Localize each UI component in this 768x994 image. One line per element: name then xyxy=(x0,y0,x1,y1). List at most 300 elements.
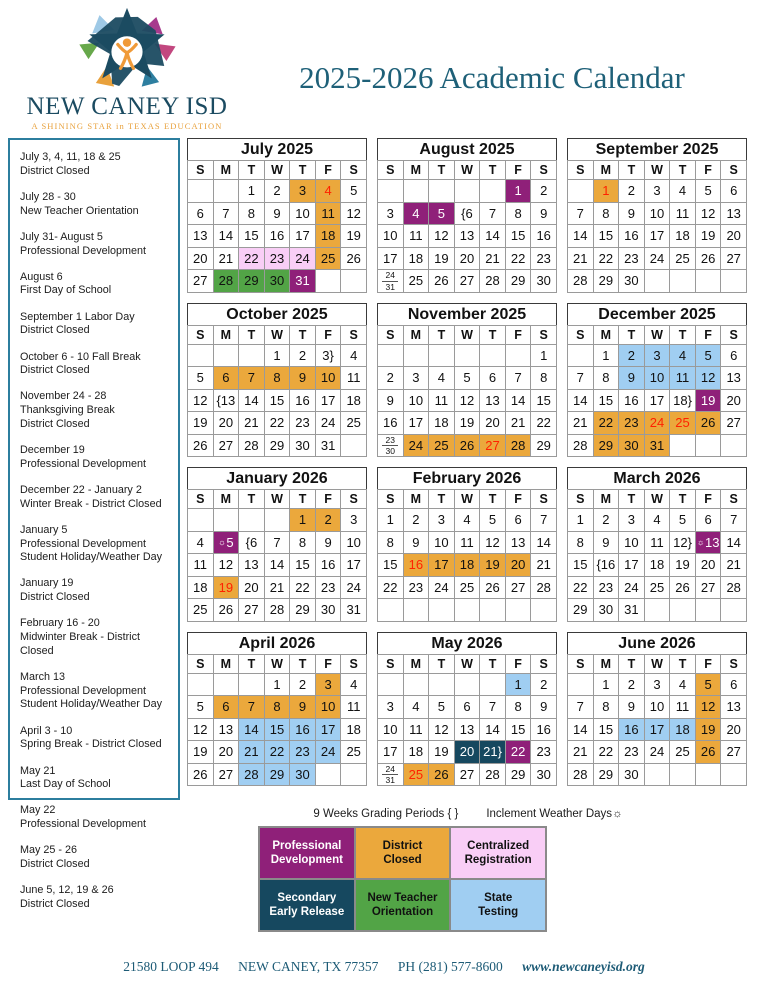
day-cell xyxy=(695,434,721,457)
sidebar-event-line: Professional Development xyxy=(20,684,147,697)
day-cell xyxy=(429,180,455,203)
day-cell: 10 xyxy=(429,531,455,554)
day-cell: 22 xyxy=(593,247,619,270)
day-cell: 29 xyxy=(505,763,531,786)
week-row xyxy=(188,673,367,696)
day-cell: 6 xyxy=(188,202,214,225)
day-cell: 1 xyxy=(568,509,594,532)
day-cell: 2 xyxy=(315,509,341,532)
month-title: February 2026 xyxy=(377,467,557,489)
day-cell: 2 xyxy=(290,344,316,367)
day-cell xyxy=(480,599,506,622)
day-cell: 1 xyxy=(290,509,316,532)
day-cell: 11 xyxy=(644,531,670,554)
day-cell: 17 xyxy=(644,389,670,412)
day-cell: 1 xyxy=(593,180,619,203)
weekday-header: S xyxy=(378,161,404,180)
day-cell: 25 xyxy=(341,741,367,764)
sidebar-event xyxy=(20,577,172,604)
day-cell: 1 xyxy=(264,344,290,367)
day-cell: 2 xyxy=(619,180,645,203)
week-row xyxy=(378,673,557,696)
day-cell: 23 xyxy=(290,741,316,764)
day-cell: 23 xyxy=(290,412,316,435)
day-cell: 11 xyxy=(454,531,480,554)
month-october-2025 xyxy=(187,303,367,458)
day-cell: 2 xyxy=(378,367,404,390)
day-cell: 16 xyxy=(619,718,645,741)
day-cell: 23 xyxy=(619,741,645,764)
day-cell: 26 xyxy=(454,434,480,457)
sidebar-event-line: District Closed xyxy=(20,591,90,604)
day-cell: 4 xyxy=(341,344,367,367)
day-cell: ☼5 xyxy=(213,531,239,554)
day-cell: 17 xyxy=(290,225,316,248)
sidebar-event-line: December 22 - January 2 xyxy=(20,483,142,496)
day-cell: 19 xyxy=(695,718,721,741)
day-cell: 4 xyxy=(315,180,341,203)
day-cell xyxy=(341,763,367,786)
day-cell: 17 xyxy=(378,741,404,764)
day-cell: 20 xyxy=(721,389,747,412)
day-cell: 25 xyxy=(403,763,429,786)
week-row xyxy=(568,344,747,367)
day-cell: 12 xyxy=(213,554,239,577)
day-cell xyxy=(403,599,429,622)
day-cell: 4 xyxy=(403,202,429,225)
weekday-header: W xyxy=(454,490,480,509)
day-cell: 16 xyxy=(315,554,341,577)
day-cell: 22 xyxy=(531,412,557,435)
day-cell: 7 xyxy=(568,367,594,390)
day-cell: 6 xyxy=(454,696,480,719)
day-cell: 13 xyxy=(213,718,239,741)
day-cell: 28 xyxy=(480,270,506,293)
month-table xyxy=(567,325,747,458)
day-cell: 10 xyxy=(644,202,670,225)
day-cell: 9 xyxy=(619,202,645,225)
day-cell: 26 xyxy=(188,763,214,786)
day-cell: 3 xyxy=(378,202,404,225)
day-cell: 30 xyxy=(619,434,645,457)
week-row xyxy=(188,389,367,412)
weekday-header: M xyxy=(593,654,619,673)
day-cell xyxy=(239,673,265,696)
day-cell: 12 xyxy=(454,389,480,412)
sidebar-event-line: October 6 - 10 Fall Break xyxy=(20,350,141,363)
weekday-header: T xyxy=(619,161,645,180)
weekday-header: T xyxy=(429,325,455,344)
month-title: August 2025 xyxy=(377,138,557,160)
day-cell xyxy=(670,434,696,457)
day-cell xyxy=(188,344,214,367)
day-cell: 8 xyxy=(505,202,531,225)
day-cell: 3} xyxy=(315,344,341,367)
day-cell: 4 xyxy=(670,344,696,367)
day-cell: 19 xyxy=(454,412,480,435)
day-cell: 23 xyxy=(403,576,429,599)
day-cell: 4 xyxy=(644,509,670,532)
day-cell xyxy=(403,180,429,203)
day-cell: 25 xyxy=(315,247,341,270)
day-cell: 20 xyxy=(213,741,239,764)
day-cell: 16 xyxy=(531,718,557,741)
sidebar-event-line: May 22 xyxy=(20,804,56,817)
day-cell: 6 xyxy=(213,696,239,719)
day-cell: 27 xyxy=(454,763,480,786)
day-cell: 31 xyxy=(619,599,645,622)
sidebar-event-line: June 5, 12, 19 & 26 xyxy=(20,884,114,897)
legend-district-closed xyxy=(355,827,451,879)
color-legend xyxy=(258,826,547,932)
weekday-header: S xyxy=(378,490,404,509)
week-row xyxy=(378,696,557,719)
day-cell xyxy=(480,673,506,696)
day-cell: 7 xyxy=(264,531,290,554)
day-cell: 8 xyxy=(378,531,404,554)
sidebar-event-line: District Closed xyxy=(20,897,90,910)
day-cell: 18 xyxy=(429,412,455,435)
day-cell: 28 xyxy=(264,599,290,622)
weekday-header: S xyxy=(188,654,214,673)
day-cell: 15 xyxy=(593,225,619,248)
day-cell: 9 xyxy=(264,202,290,225)
day-cell: 22 xyxy=(290,576,316,599)
day-cell: 11 xyxy=(670,367,696,390)
page-title: 2025-2026 Academic Calendar xyxy=(299,60,685,95)
day-cell xyxy=(721,599,747,622)
weekday-header: W xyxy=(454,325,480,344)
day-cell: 14 xyxy=(480,718,506,741)
day-cell: 28 xyxy=(568,270,594,293)
day-cell: 24 xyxy=(619,576,645,599)
day-cell: 23 xyxy=(264,247,290,270)
day-cell: 19 xyxy=(480,554,506,577)
sidebar-event-line: July 31- August 5 xyxy=(20,230,103,243)
day-cell xyxy=(341,270,367,293)
weekday-header: F xyxy=(695,654,721,673)
day-cell: 28 xyxy=(531,576,557,599)
weekday-header: S xyxy=(568,325,594,344)
footer-phone: PH (281) 577-8600 xyxy=(397,959,503,974)
day-cell: 13 xyxy=(721,367,747,390)
weekday-header: T xyxy=(290,654,316,673)
day-cell: 16 xyxy=(290,718,316,741)
week-row xyxy=(188,509,367,532)
day-cell: 24 xyxy=(644,412,670,435)
month-table xyxy=(187,325,367,458)
day-cell: 6 xyxy=(213,367,239,390)
weekday-header: F xyxy=(315,325,341,344)
day-cell xyxy=(644,599,670,622)
week-row xyxy=(568,554,747,577)
day-cell: 29 xyxy=(568,599,594,622)
day-cell: 26 xyxy=(695,247,721,270)
weekday-header: T xyxy=(480,161,506,180)
legend-label-line: State xyxy=(484,891,513,904)
legend-label-line: Testing xyxy=(478,906,519,918)
day-cell: 24 xyxy=(290,247,316,270)
day-cell: 13 xyxy=(188,225,214,248)
sidebar-event-line: District Closed xyxy=(20,164,90,177)
day-cell xyxy=(429,673,455,696)
day-cell: 1 xyxy=(264,673,290,696)
sidebar-event-line: July 3, 4, 11, 18 & 25 xyxy=(20,151,121,163)
day-cell: 13 xyxy=(505,531,531,554)
day-cell: 3 xyxy=(290,180,316,203)
sidebar-event-line: July 28 - 30 xyxy=(20,190,76,203)
month-table xyxy=(567,489,747,622)
day-cell: 26 xyxy=(429,763,455,786)
sidebar-event-line: Thanksgiving Break xyxy=(20,404,115,417)
sidebar-event-line: District Closed xyxy=(20,364,90,377)
footer xyxy=(0,959,768,975)
day-cell xyxy=(213,509,239,532)
day-cell: 8 xyxy=(264,696,290,719)
weekday-header: F xyxy=(695,490,721,509)
weekday-header: W xyxy=(644,654,670,673)
day-cell: 16 xyxy=(290,389,316,412)
day-cell: 23 xyxy=(315,576,341,599)
weekday-header: M xyxy=(213,161,239,180)
day-cell xyxy=(721,763,747,786)
day-cell: 18 xyxy=(188,576,214,599)
week-row xyxy=(378,270,557,293)
sidebar-event-line: Professional Development xyxy=(20,457,147,470)
legend-secondary-early-release xyxy=(259,879,355,931)
legend-label-line: Orientation xyxy=(371,906,434,918)
day-cell: 8 xyxy=(531,367,557,390)
day-cell: 25 xyxy=(644,576,670,599)
day-cell: 21 xyxy=(721,554,747,577)
day-cell xyxy=(568,180,594,203)
day-cell: 14 xyxy=(568,389,594,412)
day-cell: {13 xyxy=(213,389,239,412)
day-cell: 16 xyxy=(378,412,404,435)
legend-label-line: Professional xyxy=(272,839,342,852)
day-cell: 16 xyxy=(619,225,645,248)
weekday-header: T xyxy=(239,654,265,673)
day-cell: 18 xyxy=(315,225,341,248)
day-cell: 23 xyxy=(593,576,619,599)
weekday-header: S xyxy=(721,654,747,673)
month-january-2026 xyxy=(187,467,367,622)
day-cell: 14 xyxy=(213,225,239,248)
month-table xyxy=(377,654,557,787)
day-cell: 7 xyxy=(531,509,557,532)
day-cell: 28 xyxy=(239,763,265,786)
weekday-header: F xyxy=(505,161,531,180)
sidebar-event xyxy=(20,151,172,178)
day-cell xyxy=(695,599,721,622)
month-title: November 2025 xyxy=(377,303,557,325)
day-cell: 2 xyxy=(403,509,429,532)
footer-website: www.newcaneyisd.org xyxy=(522,959,645,974)
day-cell: 14 xyxy=(721,531,747,554)
day-cell-split: 23 30 xyxy=(378,434,404,457)
day-cell xyxy=(378,673,404,696)
day-cell: 21 xyxy=(480,247,506,270)
sidebar-event-line: Professional Development xyxy=(20,818,147,831)
week-row xyxy=(568,509,747,532)
sidebar-event-line: March 13 xyxy=(20,670,66,683)
day-cell: 4 xyxy=(454,509,480,532)
day-cell xyxy=(695,763,721,786)
day-cell: 7 xyxy=(505,367,531,390)
weekday-header: T xyxy=(480,490,506,509)
weekday-header: T xyxy=(239,161,265,180)
week-row xyxy=(568,696,747,719)
day-cell: {6 xyxy=(239,531,265,554)
day-cell: 12 xyxy=(695,367,721,390)
day-cell: 15 xyxy=(378,554,404,577)
day-cell: 16 xyxy=(264,225,290,248)
day-cell: 24 xyxy=(644,247,670,270)
day-cell: 30 xyxy=(619,763,645,786)
day-cell: 18 xyxy=(670,225,696,248)
sidebar-event-line: First Day of School xyxy=(20,284,112,297)
weekday-header: T xyxy=(290,490,316,509)
day-cell: 9 xyxy=(593,531,619,554)
day-cell: 5 xyxy=(341,180,367,203)
day-cell: 9 xyxy=(290,696,316,719)
day-cell: 28 xyxy=(568,763,594,786)
day-cell: 29 xyxy=(593,270,619,293)
day-cell: 19 xyxy=(670,554,696,577)
week-row xyxy=(568,763,747,786)
day-cell: 21 xyxy=(568,412,594,435)
day-cell: 11 xyxy=(670,696,696,719)
day-cell: 9 xyxy=(378,389,404,412)
day-cell: 2 xyxy=(264,180,290,203)
day-cell: 24 xyxy=(315,412,341,435)
month-title: January 2026 xyxy=(187,467,367,489)
day-cell: 19 xyxy=(213,576,239,599)
day-cell: 6 xyxy=(721,344,747,367)
week-row xyxy=(188,270,367,293)
day-cell: 13 xyxy=(721,202,747,225)
month-title: July 2025 xyxy=(187,138,367,160)
day-cell: 9 xyxy=(531,202,557,225)
weekday-header: M xyxy=(593,325,619,344)
day-cell xyxy=(315,763,341,786)
day-cell: 3 xyxy=(644,180,670,203)
day-cell: 10 xyxy=(619,531,645,554)
day-cell: 23 xyxy=(531,741,557,764)
weekday-header: S xyxy=(341,325,367,344)
day-cell: 21 xyxy=(213,247,239,270)
week-row xyxy=(378,344,557,367)
legend-new-teacher-orientation xyxy=(355,879,451,931)
sidebar-event xyxy=(20,844,172,871)
day-cell: 23 xyxy=(531,247,557,270)
day-cell: 5 xyxy=(480,509,506,532)
day-cell: 25 xyxy=(454,576,480,599)
day-cell: 15 xyxy=(264,389,290,412)
legend-label-line: Secondary xyxy=(277,891,337,904)
weekday-header: F xyxy=(315,161,341,180)
week-row xyxy=(568,247,747,270)
weekday-header: M xyxy=(403,325,429,344)
day-cell xyxy=(454,673,480,696)
day-cell xyxy=(670,599,696,622)
day-cell: 17 xyxy=(341,554,367,577)
legend-notes xyxy=(187,808,749,820)
sidebar-event-line: November 24 - 28 xyxy=(20,390,107,403)
legend-label-line: Closed xyxy=(383,854,422,866)
sidebar-event-line: May 21 xyxy=(20,764,56,777)
month-title: December 2025 xyxy=(567,303,747,325)
day-cell: 18 xyxy=(341,718,367,741)
sidebar-event xyxy=(20,484,172,511)
week-row xyxy=(188,554,367,577)
day-cell: 31 xyxy=(315,434,341,457)
weekday-header: F xyxy=(505,490,531,509)
sidebar-event xyxy=(20,884,172,911)
weekday-header: S xyxy=(568,490,594,509)
day-cell: 19 xyxy=(429,741,455,764)
weekday-header: T xyxy=(429,654,455,673)
day-cell: 14 xyxy=(568,225,594,248)
district-tagline: A SHINING STAR in TEXAS EDUCATION xyxy=(31,121,223,131)
weekday-header: M xyxy=(213,490,239,509)
sidebar-event-line: January 19 xyxy=(20,577,74,590)
day-cell xyxy=(403,673,429,696)
weekday-header: T xyxy=(619,325,645,344)
weekday-header: W xyxy=(264,325,290,344)
day-cell: 22 xyxy=(264,741,290,764)
day-cell: 5 xyxy=(695,673,721,696)
day-cell: 19 xyxy=(429,247,455,270)
day-cell: 15 xyxy=(531,389,557,412)
day-cell xyxy=(454,599,480,622)
day-cell xyxy=(239,344,265,367)
day-cell: 14 xyxy=(531,531,557,554)
legend-label-line: Early Release xyxy=(269,906,345,918)
month-table xyxy=(377,160,557,293)
day-cell: 10 xyxy=(315,367,341,390)
day-cell: 4 xyxy=(670,673,696,696)
month-table xyxy=(567,654,747,787)
weekday-header: F xyxy=(505,654,531,673)
month-table xyxy=(377,325,557,458)
day-cell: 18 xyxy=(341,389,367,412)
weekday-header: W xyxy=(264,161,290,180)
day-cell: 11 xyxy=(670,202,696,225)
week-row xyxy=(378,741,557,764)
week-row xyxy=(568,225,747,248)
sidebar-event-line: Spring Break - District Closed xyxy=(20,738,162,751)
week-row xyxy=(568,531,747,554)
day-cell: 8 xyxy=(264,367,290,390)
day-cell: 29 xyxy=(593,763,619,786)
day-cell xyxy=(454,344,480,367)
day-cell: 8 xyxy=(568,531,594,554)
day-cell: 5 xyxy=(695,180,721,203)
day-cell: 10 xyxy=(315,696,341,719)
day-cell: 4 xyxy=(429,367,455,390)
month-title: April 2026 xyxy=(187,632,367,654)
weekday-header: W xyxy=(644,325,670,344)
day-cell: 5 xyxy=(188,696,214,719)
weekday-header: T xyxy=(429,490,455,509)
day-cell: 21 xyxy=(264,576,290,599)
sidebar-event-line: September 1 Labor Day xyxy=(20,310,135,323)
day-cell: 30 xyxy=(290,763,316,786)
weekday-header: T xyxy=(480,654,506,673)
weekday-header: T xyxy=(290,325,316,344)
week-row xyxy=(188,531,367,554)
